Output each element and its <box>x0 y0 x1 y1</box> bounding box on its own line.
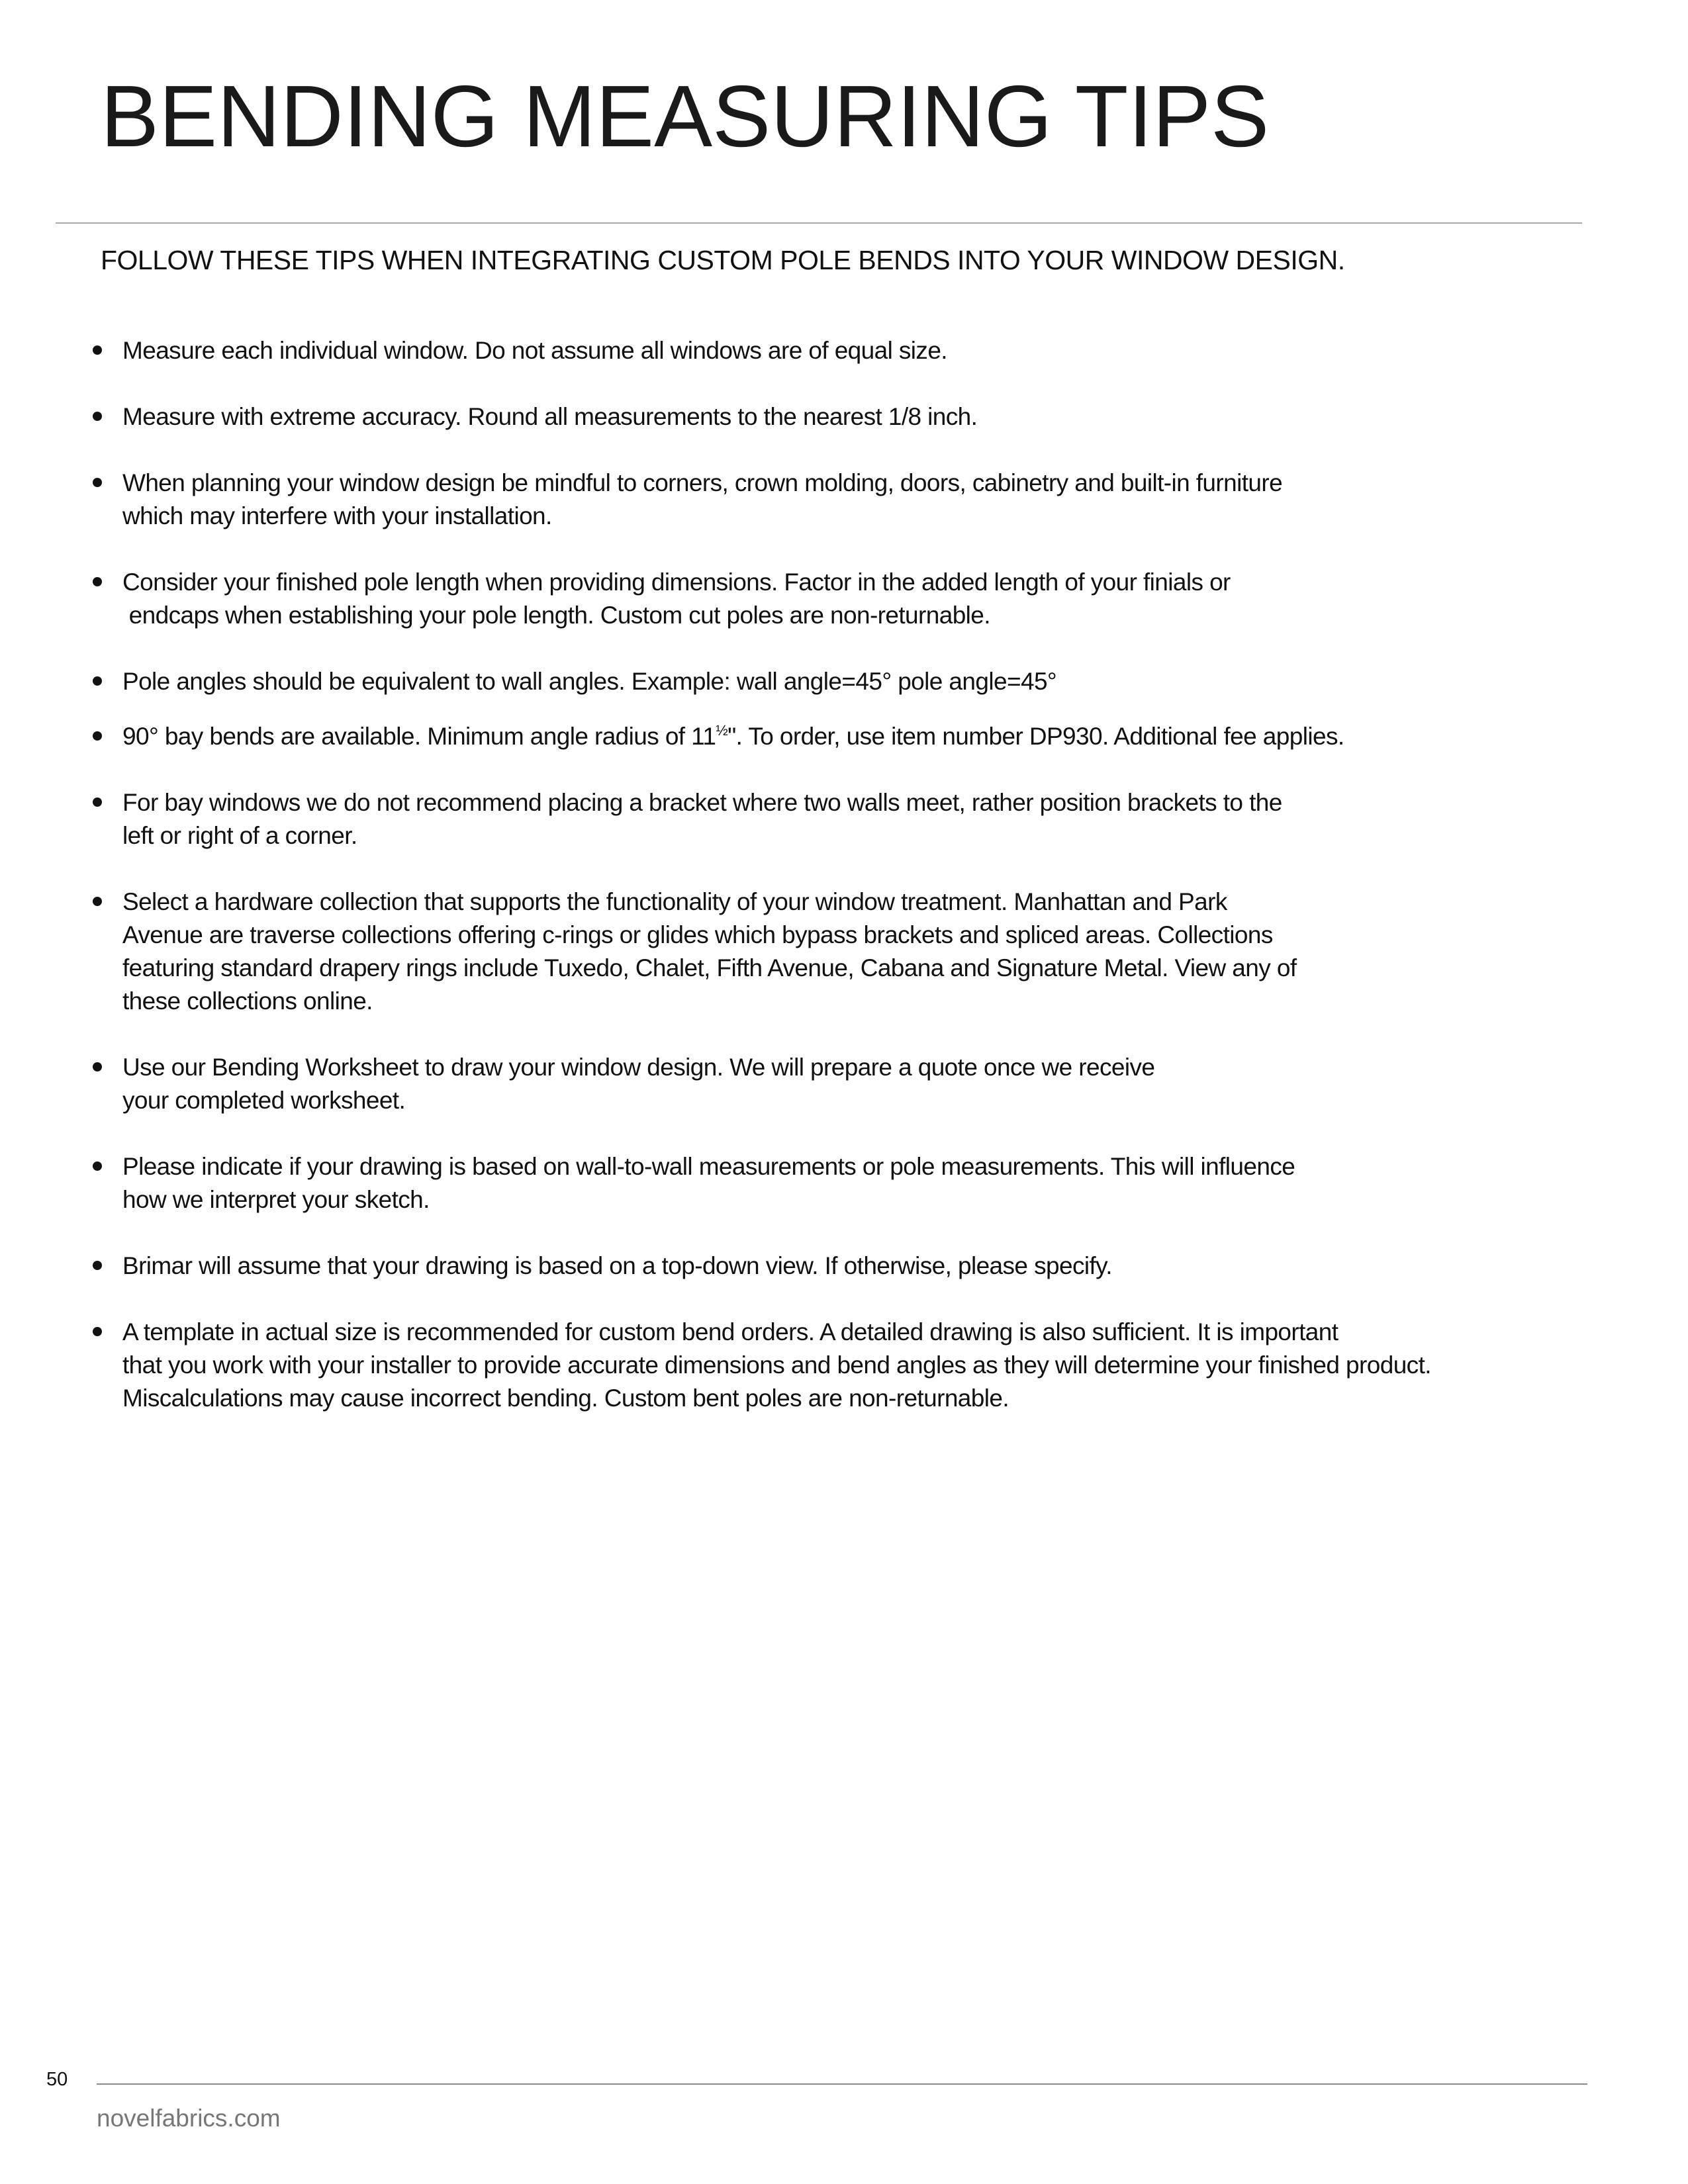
tip-line: When planning your window design be mindful to corners, crown molding, doors, cabinetry and built-in furniture <box>122 469 1283 496</box>
tip-line: left or right of a corner. <box>122 822 357 849</box>
bullet-icon <box>93 577 102 586</box>
fraction-half: ½ <box>716 722 728 739</box>
tip-line <box>122 720 1344 753</box>
tip-item <box>93 1316 1431 1415</box>
bullet-icon <box>93 1261 102 1270</box>
tip-line: endcaps when establishing your pole length. Custom cut poles are non-returnable. <box>122 602 990 629</box>
tip-text <box>122 1316 1431 1415</box>
tip-line: that you work with your installer to provide accurate dimensions and bend angles as they will determine your finished product. <box>122 1351 1431 1379</box>
bullet-icon <box>93 478 102 487</box>
tip-line: Pole angles should be equivalent to wall angles. Example: wall angle=45° pole angle=45° <box>122 668 1057 695</box>
tip-line: Consider your finished pole length when providing dimensions. Factor in the added length of your finials or <box>122 569 1231 596</box>
bullet-icon <box>93 731 102 741</box>
tip-item <box>93 334 947 367</box>
bullet-icon <box>93 1327 102 1336</box>
tip-item <box>93 1150 1295 1216</box>
tip-line: Brimar will assume that your drawing is based on a top-down view. If otherwise, please specify. <box>122 1252 1112 1279</box>
tip-line: featuring standard drapery rings include Tuxedo, Chalet, Fifth Avenue, Cabana and Signature Metal. View any of <box>122 954 1297 981</box>
tip-line: which may interfere with your installation. <box>122 502 552 529</box>
tip-item <box>93 665 1056 698</box>
tip-text <box>122 566 1231 632</box>
tip-line: For bay windows we do not recommend placing a bracket where two walls meet, rather position brackets to the <box>122 789 1282 816</box>
tip-text <box>122 665 1056 698</box>
tip-text <box>122 400 977 433</box>
tip-text <box>122 334 947 367</box>
tip-line: Miscalculations may cause incorrect bending. Custom bent poles are non-returnable. <box>122 1385 1009 1412</box>
tip-line: Please indicate if your drawing is based on wall-to-wall measurements or pole measurements. This will influence <box>122 1153 1295 1180</box>
footer-divider <box>97 2083 1587 2085</box>
tip-text <box>122 1051 1154 1117</box>
tip-line: A template in actual size is recommended for custom bend orders. A detailed drawing is also sufficient. It is important <box>122 1318 1338 1345</box>
tip-line: these collections online. <box>122 987 373 1015</box>
tip-line: Select a hardware collection that supports the functionality of your window treatment. Manhattan and Park <box>122 888 1227 915</box>
tip-line: Use our Bending Worksheet to draw your window design. We will prepare a quote once we receive <box>122 1054 1155 1081</box>
tip-text <box>122 1150 1295 1216</box>
tip-text <box>122 1250 1112 1283</box>
tip-line: how we interpret your sketch. <box>122 1186 430 1213</box>
bullet-icon <box>93 797 102 807</box>
tip-line-start: 90° bay bends are available. Minimum angle radius of 11 <box>122 723 716 750</box>
tip-line: your completed worksheet. <box>122 1087 406 1114</box>
tip-item <box>93 400 977 433</box>
bullet-icon <box>93 897 102 906</box>
bullet-icon <box>93 1161 102 1171</box>
footer-website: novelfabrics.com <box>97 2105 281 2132</box>
tip-item <box>93 1051 1154 1117</box>
bullet-icon <box>93 345 102 355</box>
tip-text <box>122 786 1282 852</box>
tip-item <box>93 467 1282 533</box>
tip-item <box>93 720 1344 753</box>
tip-line: Measure with extreme accuracy. Round all measurements to the nearest 1/8 inch. <box>122 403 978 430</box>
bullet-icon <box>93 412 102 421</box>
page-subtitle: FOLLOW THESE TIPS WHEN INTEGRATING CUSTOM POLE BENDS INTO YOUR WINDOW DESIGN. <box>101 245 1345 275</box>
header-divider <box>56 222 1582 224</box>
page-number: 50 <box>46 2069 68 2090</box>
tip-item <box>93 566 1231 632</box>
tip-item <box>93 786 1282 852</box>
tip-line: Avenue are traverse collections offering c-rings or glides which bypass brackets and spliced areas. Collections <box>122 921 1273 948</box>
tip-item <box>93 886 1297 1018</box>
page-title: BENDING MEASURING TIPS <box>101 68 1270 165</box>
bullet-icon <box>93 676 102 686</box>
bullet-icon <box>93 1062 102 1071</box>
tip-text <box>122 886 1297 1018</box>
tip-item <box>93 1250 1112 1283</box>
tip-text <box>122 720 1344 753</box>
tip-line: Measure each individual window. Do not assume all windows are of equal size. <box>122 337 947 364</box>
tip-line-end: ". To order, use item number DP930. Additional fee applies. <box>727 723 1344 750</box>
tip-text <box>122 467 1282 533</box>
